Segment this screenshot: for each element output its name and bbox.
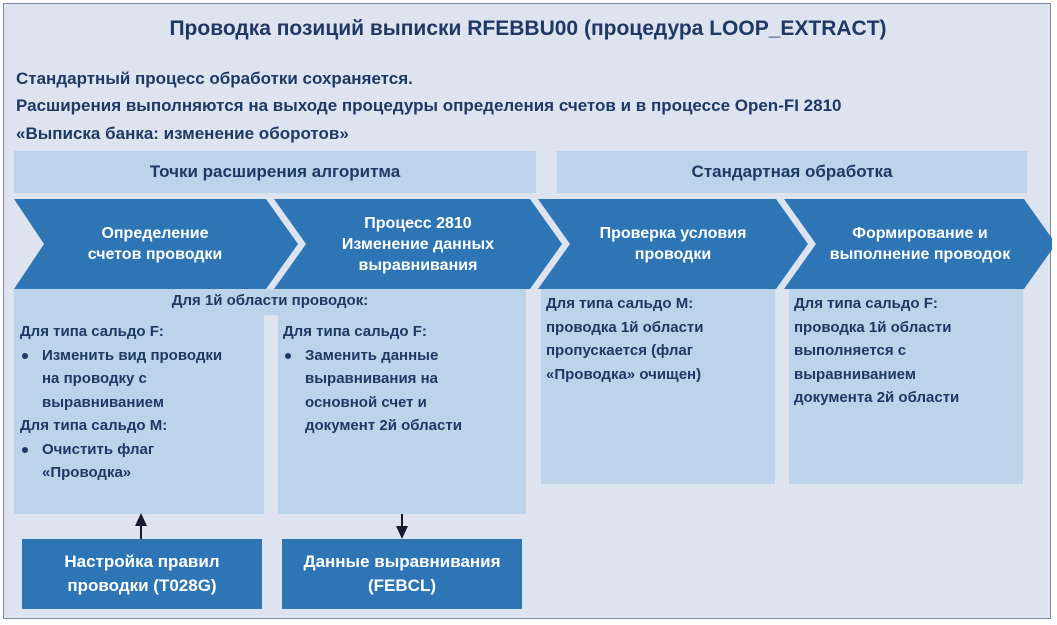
col-2-f-bullet-line-4: документ 2й области bbox=[305, 417, 462, 434]
step-1-line-2: счетов проводки bbox=[87, 246, 223, 263]
arrow-up-icon bbox=[135, 513, 147, 540]
step-1-line-1: Определение bbox=[101, 225, 209, 242]
panel-3-line-3: пропускается (флаг bbox=[546, 342, 694, 359]
col-2-f-bullet-line-1: Заменить данные bbox=[305, 346, 439, 364]
col-2-f-bullet-line-2: выравнивания на bbox=[305, 370, 439, 387]
diagram-frame bbox=[3, 3, 1051, 619]
col-2-f-bullet-line-3: основной счет и bbox=[305, 393, 427, 411]
source-2-line-1: Данные выравнивания bbox=[303, 552, 501, 571]
panel-4-line-1: Для типа сальдо F: bbox=[794, 295, 938, 312]
band-standard-processing-label: Стандартная обработка bbox=[691, 162, 893, 181]
source-2-line-2: (FEBCL) bbox=[368, 576, 436, 595]
step-2-line-3: выравнивания bbox=[358, 256, 478, 274]
intro-line-1: Стандартный процесс обработки сохраняется. bbox=[16, 69, 413, 88]
diagram-title: Проводка позиций выписки RFEBBU00 (процедура LOOP_EXTRACT) bbox=[169, 17, 887, 40]
col-1-m-bullet-line-1: Очистить флаг bbox=[42, 440, 155, 458]
step-2-line-1: Процесс 2810 bbox=[364, 214, 472, 232]
panel-4-line-5: документа 2й области bbox=[794, 389, 960, 406]
step-3-line-1: Проверка условия bbox=[599, 225, 747, 242]
col-2-f-label: Для типа сальдо F: bbox=[283, 323, 427, 340]
panel-3-line-2: проводка 1й области bbox=[546, 318, 704, 336]
source-1-line-2: проводки (T028G) bbox=[67, 576, 217, 595]
col-1-f-bullet-line-3: выравниванием bbox=[42, 393, 164, 411]
panel-4-line-4: выравниванием bbox=[794, 365, 916, 383]
source-box-t028g bbox=[22, 539, 262, 609]
step-2-line-2: Изменение данных bbox=[341, 235, 495, 253]
col-1-m-bullet-line-2: «Проводка» bbox=[42, 464, 132, 481]
source-box-febcl bbox=[282, 539, 522, 609]
step-3-line-2: проводки bbox=[634, 246, 712, 263]
step-4-line-1: Формирование и bbox=[852, 225, 988, 242]
band-extension-points-label: Точки расширения алгоритма bbox=[149, 162, 401, 181]
col-1-m-label: Для типа сальдо M: bbox=[20, 417, 168, 434]
col-1-f-bullet-line-1: Изменить вид проводки bbox=[42, 346, 223, 364]
panel-3-line-1: Для типа сальдо M: bbox=[546, 295, 694, 312]
source-1-line-1: Настройка правил bbox=[64, 552, 220, 571]
col-1-f-bullet-line-2: на проводку с bbox=[42, 370, 147, 387]
panel-4-line-2: проводка 1й области bbox=[794, 318, 952, 336]
intro-line-2: Расширения выполняются на выходе процедуры определения счетов и в процессе Open-FI 2810 bbox=[16, 96, 842, 115]
panel-3-line-4: «Проводка» очищен) bbox=[546, 365, 702, 383]
panel-left-header-label: Для 1й области проводок: bbox=[171, 292, 369, 309]
col-1-f-label: Для типа сальдо F: bbox=[20, 323, 164, 340]
arrow-down-icon bbox=[396, 514, 408, 539]
intro-line-3: «Выписка банка: изменение оборотов» bbox=[16, 124, 349, 143]
panel-4-line-3: выполняется с bbox=[794, 342, 907, 359]
connector-arrows bbox=[4, 4, 1052, 620]
step-4-line-2: выполнение проводок bbox=[829, 246, 1011, 263]
